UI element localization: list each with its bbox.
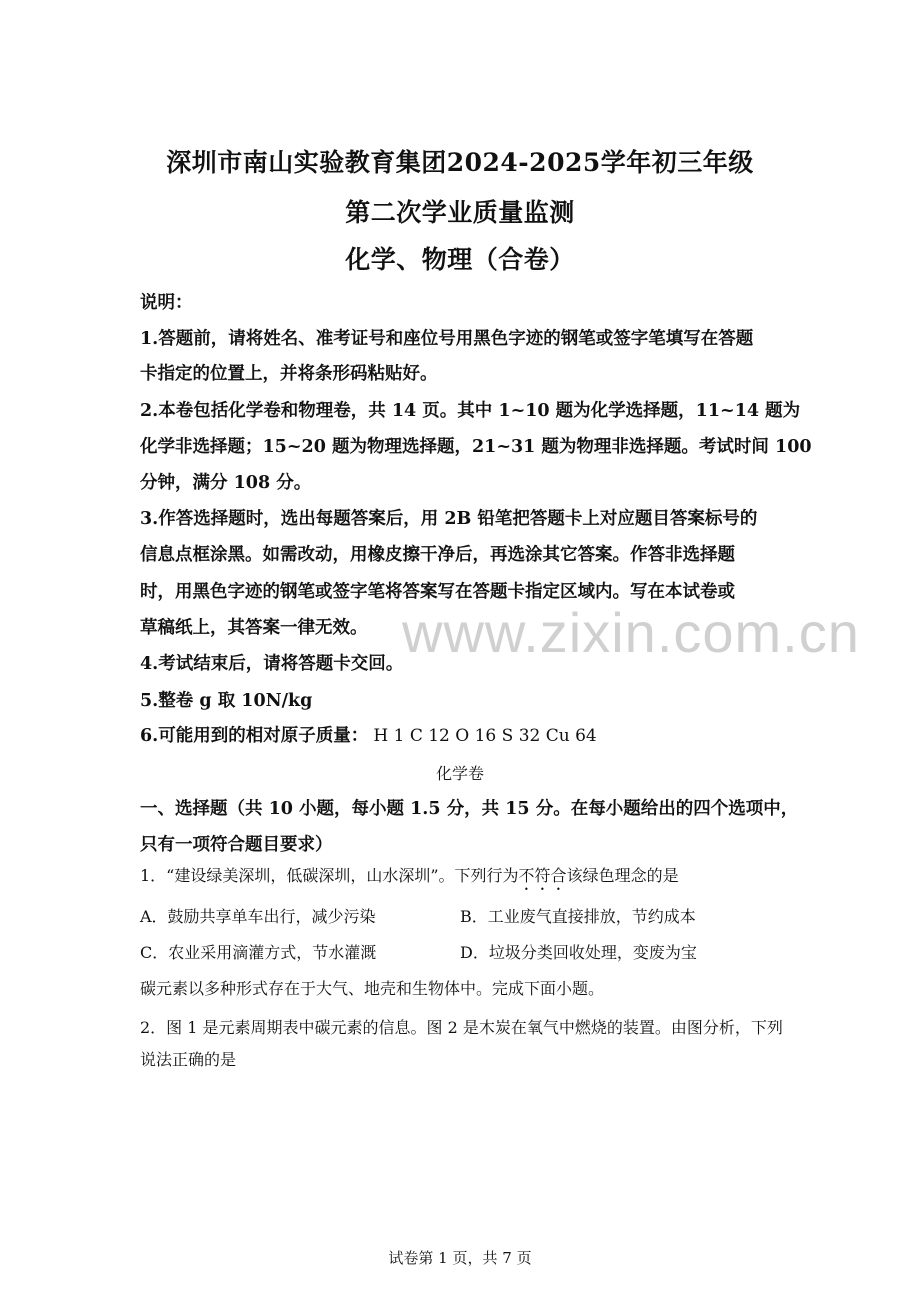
question-1-stem bbox=[140, 863, 790, 894]
instruction-line: 草稿纸上，其答案一律无效。 bbox=[140, 618, 368, 638]
instructions-label: 说明： bbox=[140, 293, 193, 313]
instruction-line: 时，用黑色字迹的钢笔或签字笔将答案写在答题卡指定区域内。写在本试卷或 bbox=[140, 582, 735, 602]
exam-subtitle: 第二次学业质量监测 bbox=[345, 198, 575, 227]
instruction-line: 3.作答选择题时，选出每题答案后，用 2B 铅笔把答题卡上对应题目答案标号的 bbox=[140, 509, 758, 529]
q1-option-a: A．鼓励共享单车出行，减少污染 bbox=[140, 907, 376, 926]
context-text: 碳元素以多种形式存在于大气、地壳和生物体中。完成下面小题。 bbox=[140, 979, 605, 998]
instruction-line: 5.整卷 g 取 10N/kg bbox=[140, 691, 313, 711]
watermark: www.zixin.com.cn bbox=[402, 601, 860, 664]
q1-option-d: D．垃圾分类回收处理，变废为宝 bbox=[460, 943, 697, 962]
instruction-line: 分钟，满分 108 分。 bbox=[140, 473, 312, 493]
section-heading: 只有一项符合题目要求） bbox=[140, 835, 333, 855]
question-2-line: 2．图 1 是元素周期表中碳元素的信息。图 2 是木炭在氧气中燃烧的装置。由图分析，下列 bbox=[140, 1018, 783, 1037]
instruction-line: 2.本卷包括化学卷和物理卷，共 14 页。其中 1~10 题为化学选择题，11~14 题为 bbox=[140, 401, 801, 421]
page-footer: 试卷第 1 页，共 7 页 bbox=[388, 1249, 532, 1267]
section-name: 化学卷 bbox=[435, 764, 484, 783]
q1-stem-before: 1．“建设绿美深圳，低碳深圳，山水深圳”。下列行为 bbox=[140, 866, 519, 885]
instruction-line: 信息点框涂黑。如需改动，用橡皮擦干净后，再选涂其它答案。作答非选择题 bbox=[140, 545, 735, 565]
q1-stem-after: 该绿色理念的是 bbox=[566, 866, 679, 885]
q1-option-b: B．工业废气直接排放，节约成本 bbox=[460, 907, 696, 926]
question-2-line: 说法正确的是 bbox=[140, 1050, 237, 1069]
atomic-mass-values: H 1 C 12 O 16 S 32 Cu 64 bbox=[373, 726, 597, 746]
instruction-line: 4.考试结束后，请将答题卡交回。 bbox=[140, 654, 404, 674]
section-heading: 一、选择题（共 10 小题，每小题 1.5 分，共 15 分。在每小题给出的四个选项中， bbox=[140, 799, 799, 819]
instruction-line: 化学非选择题；15~20 题为物理选择题，21~31 题为物理非选择题。考试时间 100 bbox=[140, 437, 812, 457]
atomic-mass-label: 6.可能用到的相对原子质量： bbox=[140, 726, 369, 746]
q1-option-c: C．农业采用滴灌方式，节水灌溉 bbox=[140, 943, 377, 962]
exam-title: 深圳市南山实验教育集团2024-2025学年初三年级 bbox=[166, 148, 754, 177]
instruction-line-atomic-mass bbox=[140, 722, 790, 747]
exam-subject: 化学、物理（合卷） bbox=[345, 245, 575, 274]
q1-stem-emphasis: 不符合 bbox=[518, 866, 567, 885]
instruction-line: 1.答题前，请将姓名、准考证号和座位号用黑色字迹的钢笔或签字笔填写在答题 bbox=[140, 329, 754, 349]
instruction-line: 卡指定的位置上，并将条形码粘贴好。 bbox=[140, 364, 438, 384]
